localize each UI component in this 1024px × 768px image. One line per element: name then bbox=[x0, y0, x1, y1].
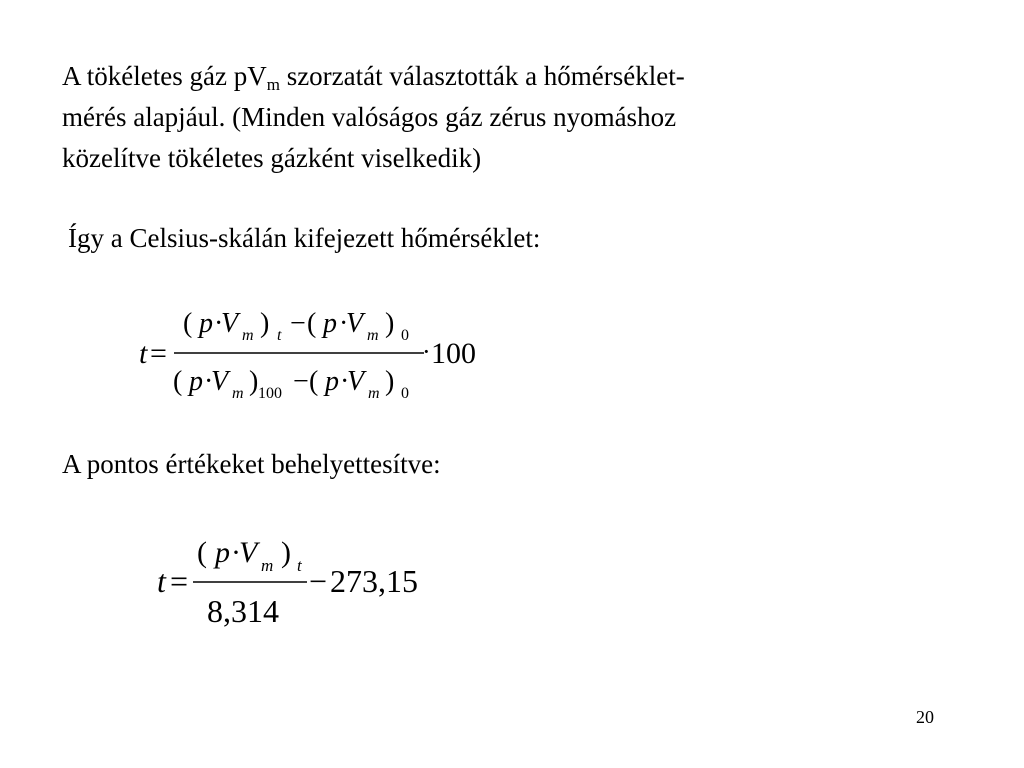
num-m-2: m bbox=[367, 327, 379, 344]
num-sub-0: 0 bbox=[401, 327, 409, 344]
page-number: 20 bbox=[916, 707, 934, 727]
minus-2: − bbox=[309, 563, 328, 599]
num-rparen-2: ) bbox=[385, 308, 395, 339]
den-lparen-2: ( bbox=[309, 366, 319, 397]
factor-100: 100 bbox=[431, 337, 476, 370]
num-p-1: p bbox=[199, 308, 213, 339]
num-dot-2: · bbox=[339, 308, 349, 339]
celsius-scale-sentence: Így a Celsius-skálán kifejezett hőmérséklet: bbox=[68, 223, 541, 253]
intro-line-1: A tökéletes gáz $pV_m$ szorzatát választották a hőmérséklet- bbox=[62, 61, 685, 94]
num2-V: V bbox=[239, 536, 258, 569]
den-p-1: p bbox=[189, 366, 203, 397]
times-dot: · bbox=[422, 337, 431, 366]
num-V-2: V bbox=[346, 308, 364, 339]
celsius-temperature-formula bbox=[139, 296, 539, 416]
den-dot-2: · bbox=[340, 366, 350, 397]
num-rparen-1: ) bbox=[260, 308, 270, 339]
equals-sign-2: = bbox=[170, 563, 189, 599]
num2-sub-t: t bbox=[297, 556, 302, 575]
num-sub-t: t bbox=[277, 327, 282, 344]
num-minus: − bbox=[290, 308, 306, 339]
intro-line-2: mérés alapjául. (Minden valóságos gáz zérus nyomáshoz bbox=[62, 102, 677, 132]
num2-dot: · bbox=[231, 536, 241, 569]
substitution-sentence: A pontos értékeket behelyettesítve: bbox=[62, 449, 441, 479]
den-sub-100: 100 bbox=[258, 385, 282, 402]
equals-sign: = bbox=[150, 337, 167, 370]
num-dot-1: · bbox=[214, 308, 224, 339]
num-lparen-2: ( bbox=[307, 308, 317, 339]
num2-lparen: ( bbox=[197, 536, 207, 569]
num-V-1: V bbox=[221, 308, 239, 339]
den-m-2: m bbox=[368, 385, 380, 402]
den-m-1: m bbox=[232, 385, 244, 402]
substituted-temperature-formula bbox=[155, 530, 495, 640]
denominator-8314: 8,314 bbox=[207, 593, 279, 629]
intro-line-3: közelítve tökéletes gázként viselkedik) bbox=[62, 143, 482, 173]
den-sub-0: 0 bbox=[401, 385, 409, 402]
lhs2-t: t bbox=[157, 563, 166, 599]
den-V-2: V bbox=[347, 366, 365, 397]
num2-m: m bbox=[261, 556, 274, 575]
constant-273-15: 273,15 bbox=[330, 563, 418, 599]
lhs-t: t bbox=[139, 337, 148, 370]
num-p-2: p bbox=[323, 308, 337, 339]
den-dot-1: · bbox=[204, 366, 214, 397]
den-p-2: p bbox=[325, 366, 339, 397]
num-lparen-1: ( bbox=[183, 308, 193, 339]
num2-p: p bbox=[215, 536, 230, 569]
den-V-1: V bbox=[211, 366, 229, 397]
intro-paragraph bbox=[62, 56, 942, 179]
den-rparen-2: ) bbox=[385, 366, 395, 397]
den-rparen-1: ) bbox=[249, 366, 259, 397]
num-m-1: m bbox=[242, 327, 254, 344]
num2-rparen: ) bbox=[281, 536, 291, 569]
den-minus: − bbox=[293, 366, 309, 397]
den-lparen-1: ( bbox=[173, 366, 183, 397]
